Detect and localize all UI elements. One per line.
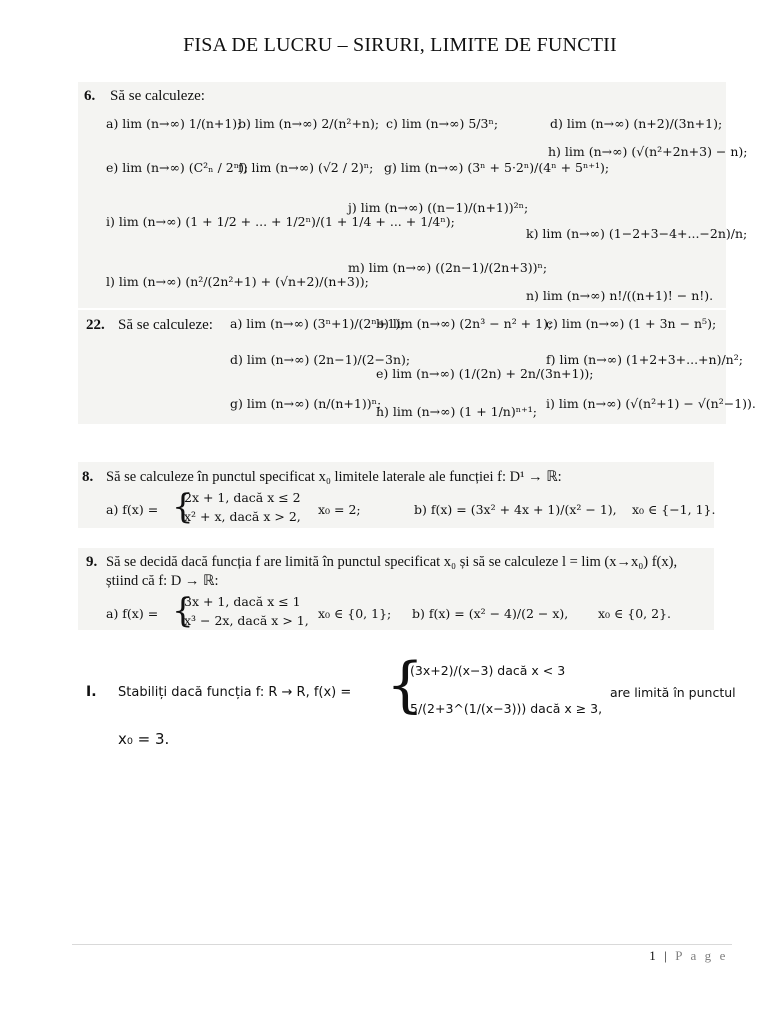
footer-rule (72, 944, 732, 945)
ex22-item-h: h) lim (n→∞) (1 + 1/n)ⁿ⁺¹; (376, 404, 537, 419)
exercise-6-block (78, 82, 748, 308)
ex22-item-d: d) lim (n→∞) (2n−1)/(2−3n); (230, 352, 411, 367)
exercise-22-block (78, 310, 756, 424)
exI-case2: 5/(2+3^(1/(x−3))) dacă x ≥ 3, (410, 701, 603, 716)
ex6-item-f: f) lim (n→∞) (√2 / 2)ⁿ; (238, 160, 374, 175)
ex22-item-f: f) lim (n→∞) (1+2+3+...+n)/n²; (546, 352, 743, 367)
exI-point: x₀ = 3. (118, 730, 170, 748)
ex9-b-point: x₀ ∈ {0, 2}. (598, 606, 671, 621)
exercise-I-block (86, 650, 736, 754)
ex6-item-c: c) lim (n→∞) 5/3ⁿ; (386, 116, 499, 131)
exI-number: I. (86, 684, 97, 700)
ex9-a-point: x₀ ∈ {0, 1}; (318, 606, 392, 621)
ex6-item-k: k) lim (n→∞) (1−2+3−4+...−2n)/n; (526, 226, 748, 241)
ex6-item-j: j) lim (n→∞) ((n−1)/(n+1))²ⁿ; (348, 200, 529, 215)
ex6-number: 6. (84, 88, 96, 104)
ex22-item-a: a) lim (n→∞) (3ⁿ+1)/(2ⁿ+1); (230, 316, 405, 331)
ex9-number: 9. (86, 554, 98, 570)
ex6-item-a: a) lim (n→∞) 1/(n+1); (106, 116, 242, 131)
ex22-item-g: g) lim (n→∞) (n/(n+1))ⁿ; (230, 396, 382, 411)
ex9-a-label: a) f(x) = (106, 606, 159, 621)
ex8-a-point: x₀ = 2; (318, 502, 361, 517)
page-title: FISA DE LUCRU – SIRURI, LIMITE DE FUNCTII (183, 34, 617, 56)
ex6-item-n: n) lim (n→∞) n!/((n+1)! − n!). (526, 288, 714, 303)
page-label: P a g e (675, 948, 728, 963)
ex8-b-point: x₀ ∈ {−1, 1}. (632, 502, 716, 517)
ex6-item-i: i) lim (n→∞) (1 + 1/2 + ... + 1/2ⁿ)/(1 + 1/4 + ... + 1/4ⁿ); (106, 214, 455, 229)
ex9-b-expr: b) f(x) = (x² − 4)/(2 − x), (412, 606, 569, 621)
ex9-a-case2: x³ − 2x, dacă x > 1, (184, 613, 309, 628)
ex8-text: Să se calculeze în punctul specificat x₀ limitele laterale ale funcției f: D¹ → ℝ: (106, 469, 562, 485)
ex6-item-d: d) lim (n→∞) (n+2)/(3n+1); (550, 116, 723, 131)
exI-lead: Stabiliți dacă funcția f: R → R, f(x) = (118, 685, 352, 700)
ex8-a-case2: x² + x, dacă x > 2, (184, 509, 301, 524)
ex22-item-b: b) lim (n→∞) (2n³ − n² + 1); (376, 316, 553, 331)
ex6-item-b: b) lim (n→∞) 2/(n²+n); (238, 116, 380, 131)
ex22-item-e: e) lim (n→∞) (1/(2n) + 2n/(3n+1)); (376, 366, 594, 381)
ex6-item-g: g) lim (n→∞) (3ⁿ + 5·2ⁿ)/(4ⁿ + 5ⁿ⁺¹); (384, 160, 610, 175)
ex6-item-h: h) lim (n→∞) (√(n²+2n+3) − n); (548, 144, 748, 159)
ex8-a-label: a) f(x) = (106, 502, 159, 517)
page-footer (649, 948, 728, 964)
ex22-item-i: i) lim (n→∞) (√(n²+1) − √(n²−1)). (546, 396, 756, 411)
exI-case1: (3x+2)/(x−3) dacă x < 3 (410, 663, 566, 678)
ex9-text-line2: știind că f: D → ℝ: (106, 573, 219, 589)
ex6-item-l: l) lim (n→∞) (n²/(2n²+1) + (√n+2)/(n+3)); (106, 274, 369, 289)
exI-tail: are limită în punctul (610, 685, 736, 700)
ex22-prompt: Să se calculeze: (118, 317, 213, 333)
ex9-a-brace: { (172, 591, 194, 631)
ex8-number: 8. (82, 469, 94, 485)
ex8-a-case1: 2x + 1, dacă x ≤ 2 (184, 490, 301, 505)
ex8-a-brace: { (172, 487, 194, 527)
exercise-9-block (78, 548, 714, 630)
ex8-b-expr: b) f(x) = (3x² + 4x + 1)/(x² − 1), (414, 502, 617, 517)
ex22-item-c: c) lim (n→∞) (1 + 3n − n⁵); (546, 316, 717, 331)
ex9-text-line1: Să se decidă dacă funcția f are limită în punctul specificat x₀ și să se calculeze l = lim (x→x₀) f(x), (106, 554, 678, 570)
ex6-prompt: Să se calculeze: (110, 88, 205, 104)
page-number: 1 (649, 948, 659, 963)
ex6-item-e: e) lim (n→∞) (C²ₙ / 2ⁿ); (106, 160, 249, 175)
ex9-a-case1: 3x + 1, dacă x ≤ 1 (184, 594, 301, 609)
footer-separator: | (658, 948, 676, 963)
exI-brace: { (386, 650, 425, 720)
ex6-item-m: m) lim (n→∞) ((2n−1)/(2n+3))ⁿ; (348, 260, 548, 275)
ex22-number: 22. (86, 317, 105, 333)
exercise-8-block (78, 462, 714, 528)
